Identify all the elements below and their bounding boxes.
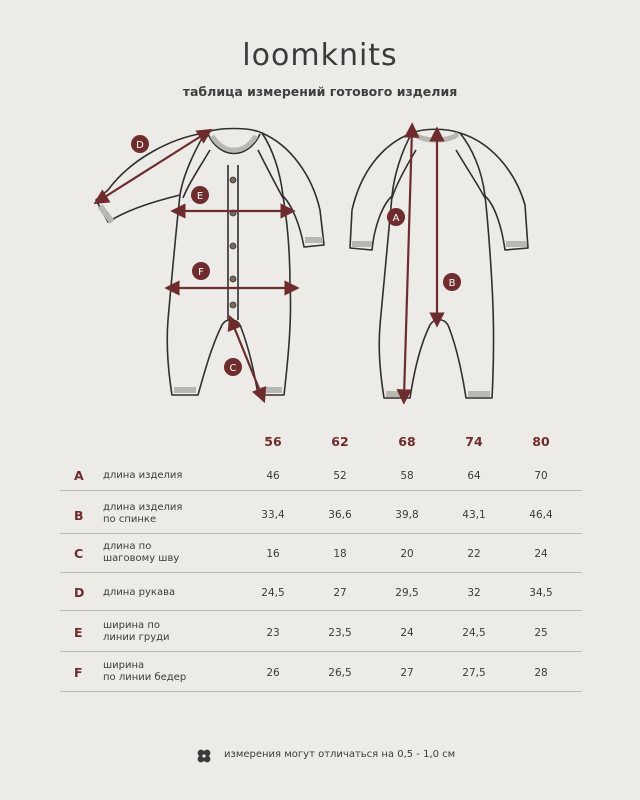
table-row — [60, 583, 582, 605]
romper-diagram — [80, 120, 540, 410]
row-label: ширина по линии бедер — [103, 660, 187, 683]
table-cell: 32 — [467, 587, 481, 599]
brand-title: loomknits — [242, 38, 398, 73]
row-label: длина рукава — [103, 587, 176, 598]
table-cell: 36,6 — [328, 509, 352, 521]
table-cell: 46,4 — [529, 509, 553, 521]
flower-icon — [196, 748, 212, 764]
label-c: C — [229, 363, 237, 374]
table-row — [60, 466, 582, 488]
size-header-74: 74 — [465, 434, 483, 449]
row-letter: E — [74, 625, 83, 640]
table-cell: 22 — [467, 548, 481, 560]
label-b: B — [448, 278, 456, 289]
romper-front — [96, 129, 324, 396]
table-cell: 27 — [400, 667, 414, 679]
table-cell: 24 — [534, 548, 548, 560]
row-letter: C — [74, 546, 84, 561]
table-cell: 24 — [400, 627, 414, 639]
table-cell: 33,4 — [261, 509, 285, 521]
table-cell: 25 — [534, 627, 548, 639]
table-row — [60, 657, 582, 691]
row-letter: D — [74, 585, 85, 600]
label-e: E — [196, 191, 204, 202]
table-cell: 23 — [266, 627, 280, 639]
row-letter: B — [74, 508, 84, 523]
table-cell: 43,1 — [462, 509, 486, 521]
table-cell: 46 — [266, 470, 280, 482]
label-a: A — [392, 213, 400, 224]
row-divider — [60, 490, 582, 491]
size-header-68: 68 — [398, 434, 416, 449]
romper-back — [350, 129, 528, 398]
label-f: F — [198, 267, 204, 278]
table-cell: 24,5 — [462, 627, 486, 639]
table-row — [60, 538, 582, 572]
label-d: D — [136, 140, 144, 151]
row-divider — [60, 651, 582, 652]
table-cell: 26 — [266, 667, 280, 679]
row-divider — [60, 533, 582, 534]
row-label: длина изделия по спинке — [103, 502, 183, 525]
table-cell: 29,5 — [395, 587, 419, 599]
table-cell: 52 — [333, 470, 347, 482]
row-label: длина изделия — [103, 470, 183, 481]
table-cell: 18 — [333, 548, 347, 560]
table-cell: 23,5 — [328, 627, 352, 639]
row-divider — [60, 572, 582, 573]
table-cell: 24,5 — [261, 587, 285, 599]
table-cell: 26,5 — [328, 667, 352, 679]
table-cell: 28 — [534, 667, 548, 679]
table-cell: 27 — [333, 587, 347, 599]
row-divider — [60, 691, 582, 692]
footnote: измерения могут отличаться на 0,5 - 1,0 см — [224, 749, 456, 760]
size-header-56: 56 — [264, 434, 282, 449]
table-cell: 64 — [467, 470, 481, 482]
row-letter: F — [74, 665, 83, 680]
row-label: ширина по линии груди — [103, 620, 170, 643]
size-header-62: 62 — [331, 434, 349, 449]
row-label: длина по шаговому шву — [103, 541, 180, 564]
table-cell: 58 — [400, 470, 414, 482]
table-row — [60, 499, 582, 533]
row-divider — [60, 610, 582, 611]
page-subtitle: таблица измерений готового изделия — [182, 84, 458, 99]
table-cell: 16 — [266, 548, 280, 560]
table-cell: 27,5 — [462, 667, 486, 679]
table-cell: 34,5 — [529, 587, 553, 599]
table-cell: 39,8 — [395, 509, 419, 521]
table-cell: 20 — [400, 548, 414, 560]
table-row — [60, 617, 582, 651]
row-letter: A — [74, 468, 84, 483]
size-header-80: 80 — [532, 434, 550, 449]
table-cell: 70 — [534, 470, 548, 482]
